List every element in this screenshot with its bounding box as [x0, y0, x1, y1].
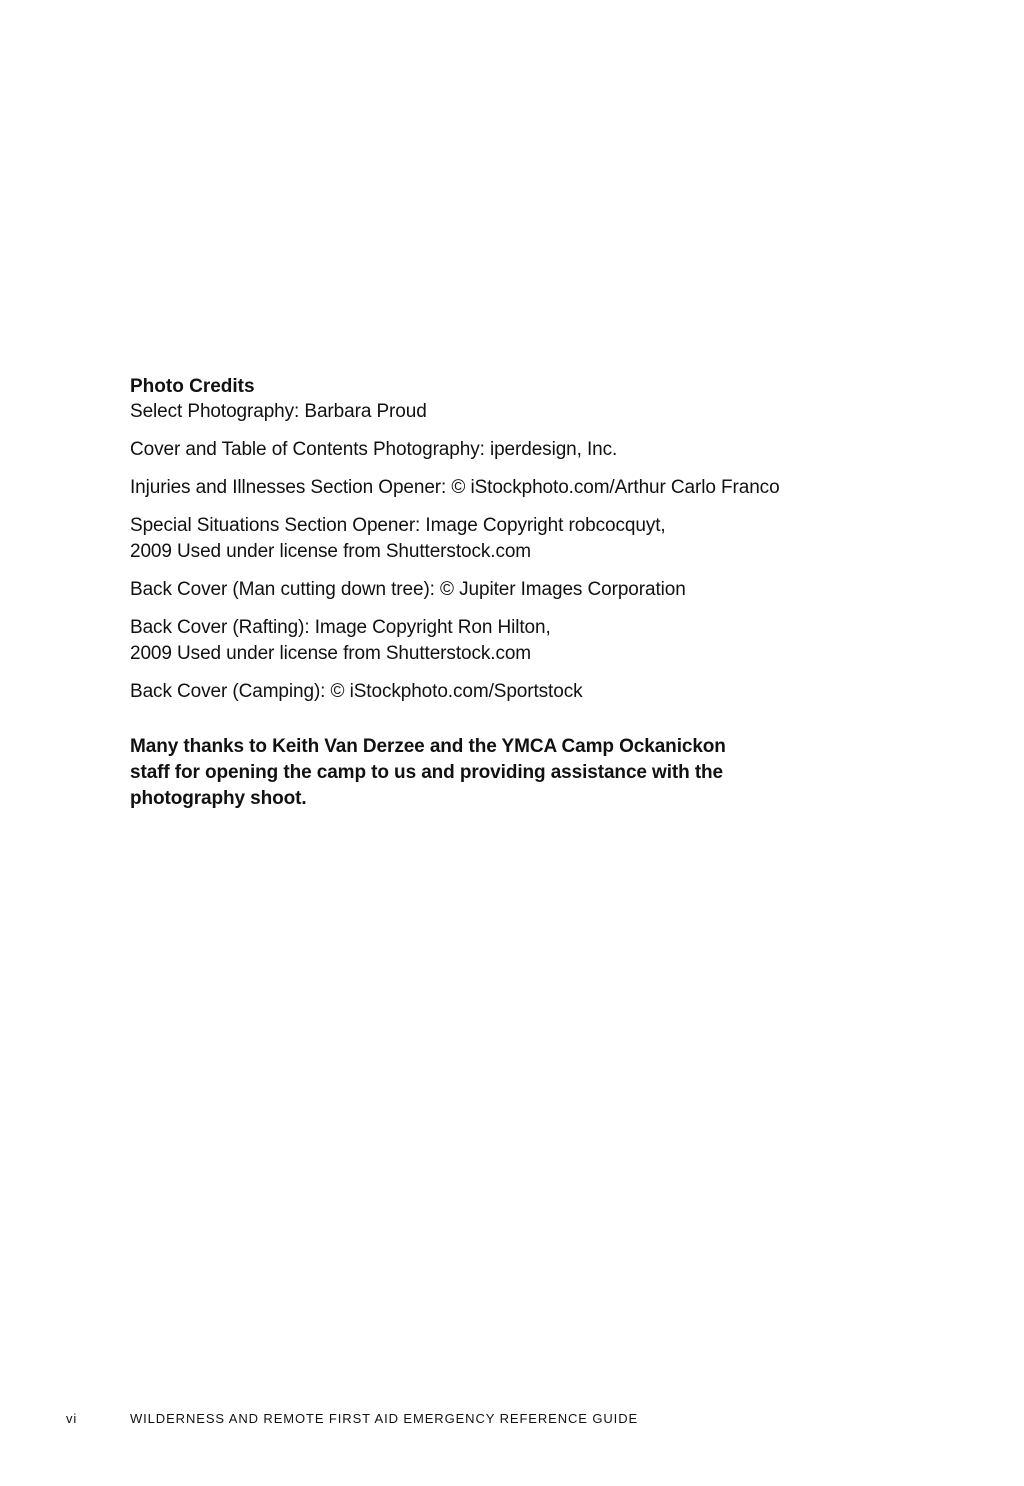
page-number: vi [66, 1411, 78, 1426]
credit-text: Special Situations Section Opener: Image Copyright robcocquyt, [130, 515, 666, 536]
credit-text: Back Cover (Rafting): Image Copyright Ron Hilton, [130, 617, 551, 638]
credit-text: Select Photography: Barbara Proud [130, 401, 427, 422]
credit-line [130, 577, 890, 603]
credit-text: Back Cover (Man cutting down tree): © Jupiter Images Corporation [130, 579, 686, 600]
credit-line [130, 679, 890, 705]
credit-line [130, 399, 890, 425]
credit-text: Cover and Table of Contents Photography: iperdesign, Inc. [130, 439, 618, 460]
acknowledgement-paragraph [130, 734, 830, 812]
acknowledgement-line: Many thanks to Keith Van Derzee and the YMCA Camp Ockanickon [130, 736, 726, 757]
credit-text: 2009 Used under license from Shutterstock.com [130, 643, 532, 664]
credit-line [130, 615, 890, 667]
credit-line [130, 437, 890, 463]
credit-line [130, 475, 890, 501]
credit-text: Injuries and Illnesses Section Opener: © iStockphoto.com/Arthur Carlo Franco [130, 477, 780, 498]
photo-credits-heading: Photo Credits [130, 376, 255, 397]
credit-line [130, 513, 890, 565]
credit-text: Back Cover (Camping): © iStockphoto.com/Sportstock [130, 681, 583, 702]
acknowledgement-line: photography shoot. [130, 788, 307, 809]
running-title: WILDERNESS AND REMOTE FIRST AID EMERGENCY REFERENCE GUIDE [130, 1411, 639, 1426]
photo-credits-section [130, 374, 890, 717]
acknowledgement-line: staff for opening the camp to us and providing assistance with the [130, 762, 724, 783]
credit-text: 2009 Used under license from Shutterstock.com [130, 541, 532, 562]
